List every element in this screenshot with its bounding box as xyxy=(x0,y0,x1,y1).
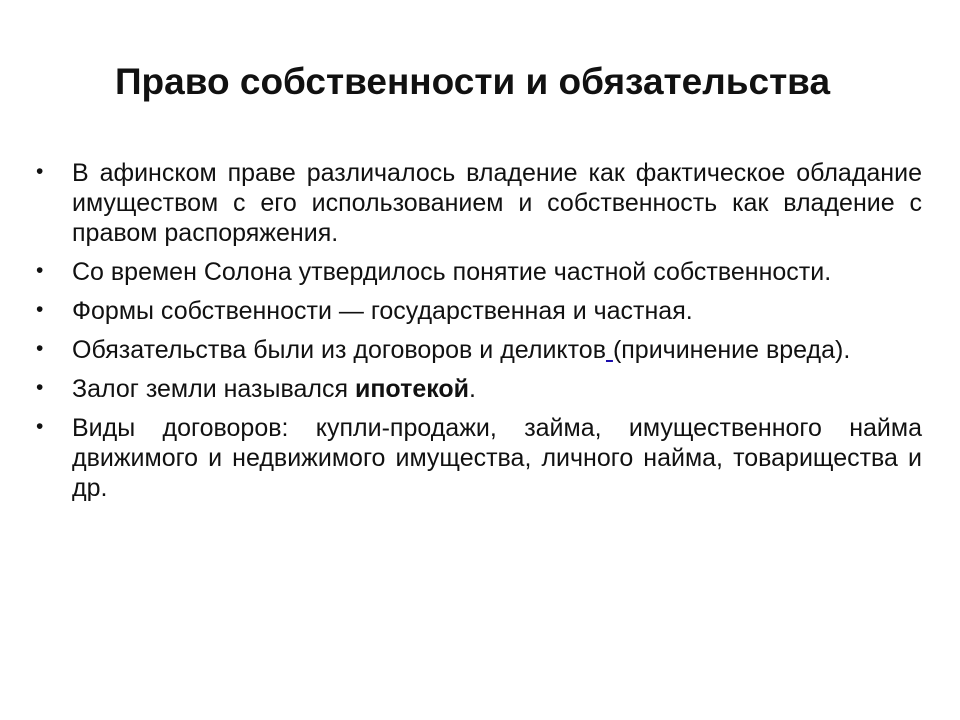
bullet-text: Виды договоров: купли-продажи, займа, имущественного найма движимого и недвижимого имущества, личного найма, товарищества и др. xyxy=(72,414,922,502)
bullet-item xyxy=(36,158,922,248)
bullet-item xyxy=(36,335,922,365)
bullet-item xyxy=(36,374,922,404)
bullet-text-part: (причинение вреда). xyxy=(612,336,851,364)
bullet-text-part: Обязательства были из договоров и деликтов xyxy=(72,336,606,364)
bullet-icon: • xyxy=(36,415,44,438)
bullet-text: Формы собственности — государственная и частная. xyxy=(72,297,693,325)
bullet-text xyxy=(72,335,922,365)
bullet-icon: • xyxy=(36,376,44,399)
bullet-list xyxy=(36,158,922,512)
bullet-text: В афинском праве различалось владение как фактическое обладание имуществом с его использованием и собственность как владение с правом распоряжения. xyxy=(72,159,922,247)
bullet-text xyxy=(72,374,922,404)
bullet-icon: • xyxy=(36,160,44,183)
hyperlink[interactable] xyxy=(606,336,613,364)
bullet-icon: • xyxy=(36,259,44,282)
bullet-icon: • xyxy=(36,298,44,321)
bullet-item xyxy=(36,257,922,287)
bullet-item xyxy=(36,413,922,503)
bullet-icon: • xyxy=(36,337,44,360)
bullet-text-part: . xyxy=(469,375,476,403)
bullet-text-part: Залог земли назывался xyxy=(72,375,355,403)
bullet-item xyxy=(36,296,922,326)
bold-term: ипотекой xyxy=(354,375,470,403)
slide-title: Право собственности и обязательства xyxy=(114,61,831,102)
bullet-text: Со времен Солона утвердилось понятие частной собственности. xyxy=(72,258,832,286)
